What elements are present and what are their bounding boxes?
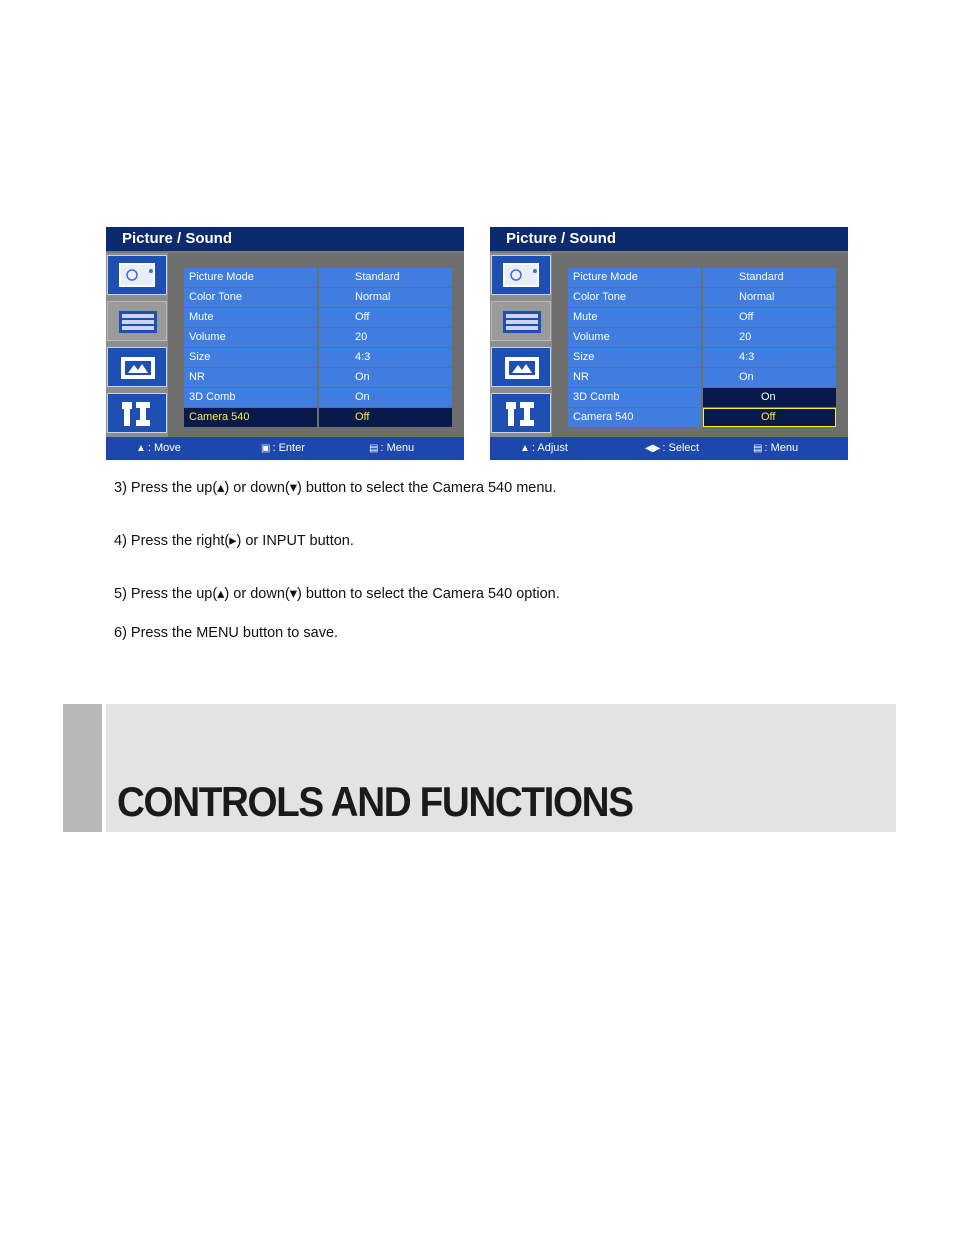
setup-icon[interactable] [491, 393, 551, 433]
option-off-selected[interactable]: Off [703, 408, 836, 427]
footer-enter: ▣ : Enter [261, 442, 305, 454]
osd-title: Picture / Sound [490, 227, 848, 251]
menu-row-mute[interactable]: Mute Off [184, 308, 452, 327]
footer-move: ▲︎ : Move [136, 442, 181, 454]
section-banner [63, 704, 896, 832]
menu-row-nr[interactable]: NR On [568, 368, 836, 387]
menu-row-size[interactable]: Size 4:3 [184, 348, 452, 367]
option-on[interactable]: On [703, 388, 836, 407]
instruction-step-4: 4) Press the right(▸) or INPUT button. [114, 533, 354, 549]
menu-row-camera-540[interactable]: Camera 540 Off [184, 408, 452, 427]
up-down-icon: ▲︎ [520, 443, 530, 454]
picture-icon[interactable] [491, 255, 551, 295]
sound-icon[interactable] [107, 301, 167, 341]
up-down-icon: ▲︎ [136, 443, 146, 454]
enter-icon: ▣ [261, 443, 271, 454]
menu-row-nr[interactable]: NR On [184, 368, 452, 387]
menu-row-color-tone[interactable]: Color Tone Normal [184, 288, 452, 307]
menu-row-size[interactable]: Size 4:3 [568, 348, 836, 367]
osd-title: Picture / Sound [106, 227, 464, 251]
osd-screen-adjust [490, 227, 848, 460]
menu-row-mute[interactable]: Mute Off [568, 308, 836, 327]
footer-select: ◀▶ : Select [645, 442, 700, 454]
osd-menu-panel [168, 253, 464, 437]
osd-screen-move [106, 227, 464, 460]
menu-row-volume[interactable]: Volume 20 [184, 328, 452, 347]
setup-icon[interactable] [107, 393, 167, 433]
banner-tab [63, 704, 102, 832]
footer-adjust: ▲︎ : Adjust [520, 442, 568, 454]
menu-row-3d-comb[interactable]: 3D Comb On [568, 388, 836, 407]
menu-row-camera-540[interactable]: Camera 540 Off [568, 408, 836, 427]
osd-menu-panel [552, 253, 848, 437]
osd-sidebar [106, 253, 168, 437]
screen-icon[interactable] [491, 347, 551, 387]
instruction-step-6: 6) Press the MENU button to save. [114, 625, 339, 641]
menu-row-picture-mode[interactable]: Picture Mode Standard [184, 268, 452, 287]
osd-footer [490, 437, 848, 460]
footer-menu: ▤ : Menu [369, 442, 415, 454]
menu-icon: ▤ [369, 443, 379, 454]
section-title: CONTROLS AND FUNCTIONS [117, 778, 633, 825]
menu-row-volume[interactable]: Volume 20 [568, 328, 836, 347]
instruction-step-5: 5) Press the up(▴) or down(▾) button to select the Camera 540 option. [114, 586, 560, 602]
osd-footer [106, 437, 464, 460]
screen-icon[interactable] [107, 347, 167, 387]
left-right-icon: ◀▶ [645, 443, 661, 454]
banner-gap [102, 704, 106, 832]
menu-row-picture-mode[interactable]: Picture Mode Standard [568, 268, 836, 287]
menu-row-color-tone[interactable]: Color Tone Normal [568, 288, 836, 307]
picture-icon[interactable] [107, 255, 167, 295]
sound-icon[interactable] [491, 301, 551, 341]
footer-menu: ▤ : Menu [753, 442, 799, 454]
menu-row-3d-comb[interactable]: 3D Comb On [184, 388, 452, 407]
osd-sidebar [490, 253, 552, 437]
menu-icon: ▤ [753, 443, 763, 454]
instruction-step-3: 3) Press the up(▴) or down(▾) button to select the Camera 540 menu. [114, 480, 557, 496]
